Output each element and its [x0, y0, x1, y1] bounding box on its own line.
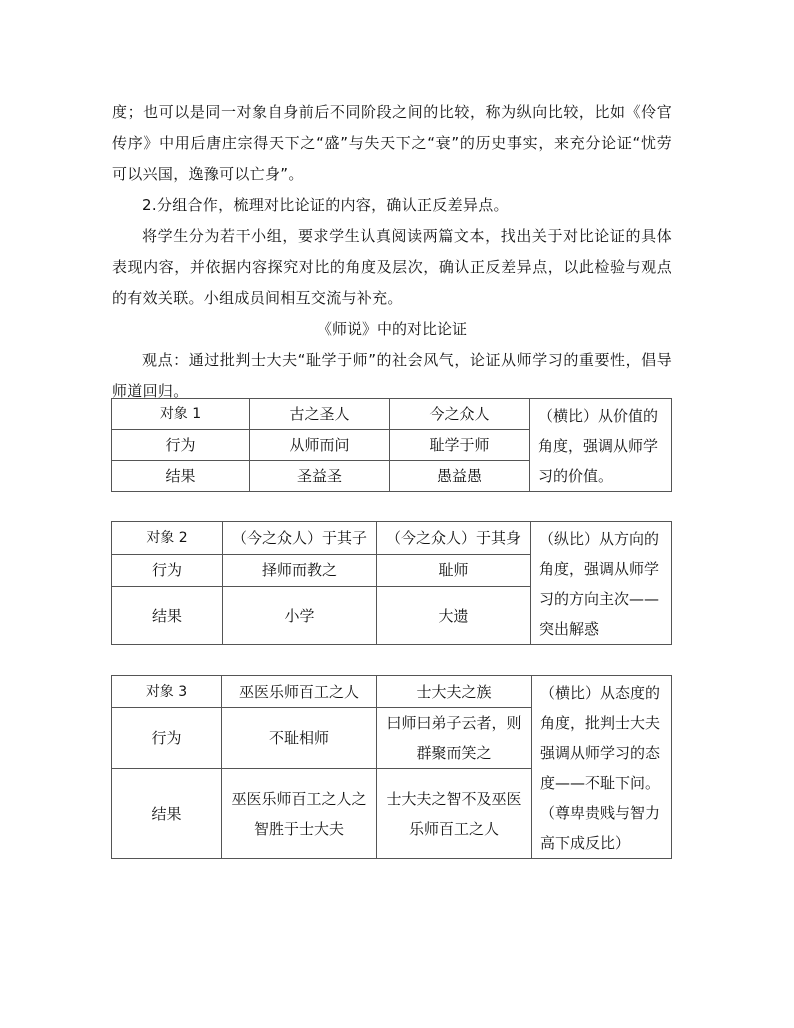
paragraph-viewpoint: 观点：通过批判士大夫“耻学于师”的社会风气，论证从师学习的重要性，倡导师道回归。 — [112, 351, 672, 400]
table-note: （横比）从价值的角度，强调从师学习的价值。 — [530, 399, 672, 492]
table-note: （横比）从态度的角度，批判士大夫强调从师学习的态度——不耻下问。（尊卑贵贱与智力高下成反比） — [532, 676, 672, 859]
table-cell: 择师而教之 — [223, 554, 377, 587]
table-cell: 愚益愚 — [390, 461, 530, 492]
comparison-table-1 — [111, 398, 672, 492]
comparison-table-3 — [111, 675, 672, 859]
section-title: 《师说》中的对比论证 — [316, 320, 467, 338]
table-cell: 耻学于师 — [390, 430, 530, 461]
table-cell: 士大夫之族 — [377, 676, 532, 708]
table-cell: 巫医乐师百工之人之智胜于士大夫 — [222, 769, 377, 859]
table-cell: 小学 — [223, 587, 377, 645]
table-cell: 行为 — [112, 554, 223, 587]
table-cell: 耻师 — [377, 554, 531, 587]
table-cell: 对象 3 — [112, 676, 222, 708]
paragraph-group-task: 将学生分为若干小组，要求学生认真阅读两篇文本，找出关于对比论证的具体表现内容，并依据内容探究对比的角度及层次，确认正反差异点，以此检验与观点的有效关联。小组成员间相互交流与补充。 — [112, 227, 672, 307]
paragraph-comparison-intro: 度；也可以是同一对象自身前后不同阶段之间的比较，称为纵向比较，比如《伶官传序》中用后唐庄宗得天下之“盛”与失天下之“衰”的历史事实，来充分论证“忧劳可以兴国，逸豫可以亡身”。 — [112, 103, 672, 183]
table-cell: （今之众人）于其子 — [223, 522, 377, 555]
table-cell: 从师而问 — [250, 430, 390, 461]
table-cell: 结果 — [112, 461, 250, 492]
table-cell: 不耻相师 — [222, 708, 377, 769]
table-note: （纵比）从方向的角度，强调从师学习的方向主次——突出解惑 — [531, 522, 672, 645]
table-cell: 行为 — [112, 430, 250, 461]
table-cell: 古之圣人 — [250, 399, 390, 430]
table-row — [112, 522, 672, 555]
table-cell: 结果 — [112, 769, 222, 859]
table-cell: 结果 — [112, 587, 223, 645]
comparison-table-2 — [111, 521, 672, 645]
table-cell: （今之众人）于其身 — [377, 522, 531, 555]
table-cell: 曰师曰弟子云者，则群聚而笑之 — [377, 708, 532, 769]
table-cell: 对象 2 — [112, 522, 223, 555]
table-cell: 行为 — [112, 708, 222, 769]
table-row — [112, 676, 672, 708]
table-cell: 对象 1 — [112, 399, 250, 430]
table-cell: 巫医乐师百工之人 — [222, 676, 377, 708]
table-row — [112, 399, 672, 430]
paragraph-step-2: 2.分组合作，梳理对比论证的内容，确认正反差异点。 — [142, 196, 509, 214]
table-cell: 今之众人 — [390, 399, 530, 430]
table-cell: 大遗 — [377, 587, 531, 645]
table-cell: 圣益圣 — [250, 461, 390, 492]
table-cell: 士大夫之智不及巫医乐师百工之人 — [377, 769, 532, 859]
